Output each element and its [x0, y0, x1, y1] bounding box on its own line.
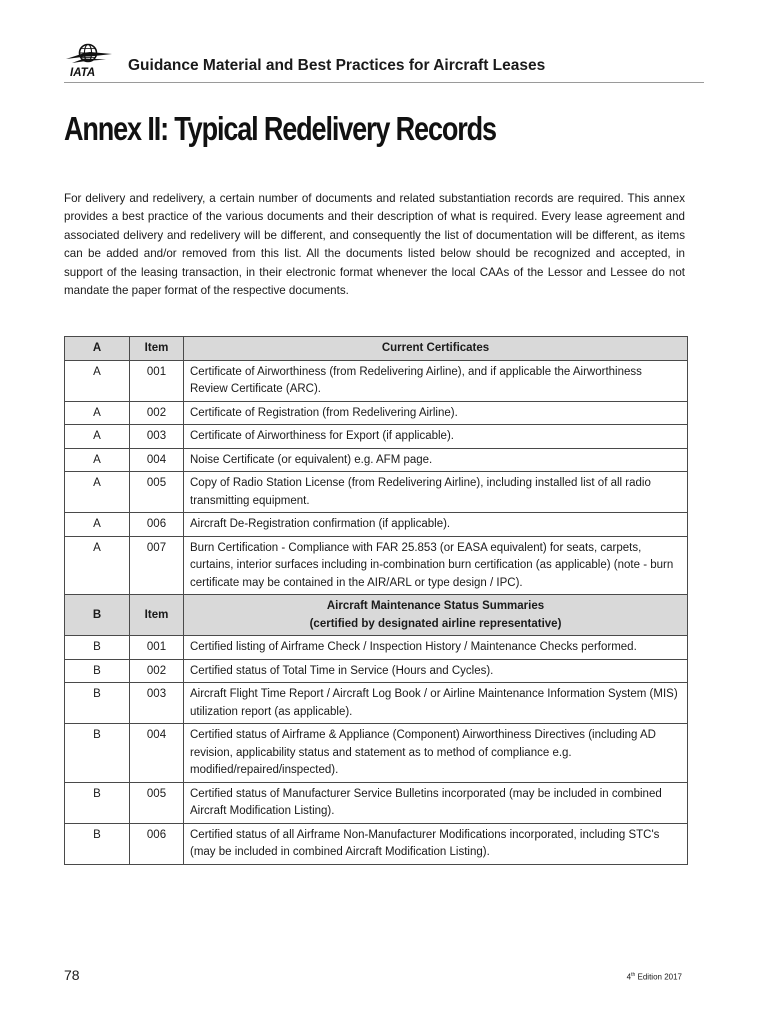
section-heading: [184, 337, 688, 361]
section-heading-line: Aircraft Maintenance Status Summaries: [326, 600, 545, 612]
document-title: Guidance Material and Best Practices for Aircraft Leases: [128, 57, 546, 74]
row-item-number: 001: [130, 360, 184, 401]
table-row: [65, 360, 688, 401]
table-row: [65, 513, 688, 537]
page-header: [64, 42, 704, 82]
row-section-letter: A: [65, 448, 130, 472]
row-description: Certificate of Registration (from Redelivering Airline).: [184, 401, 688, 425]
row-section-letter: B: [65, 659, 130, 683]
row-item-number: 004: [130, 724, 184, 783]
row-item-number: 006: [130, 513, 184, 537]
row-description: Certificate of Airworthiness for Export (if applicable).: [184, 425, 688, 449]
table-row: [65, 823, 688, 864]
table-row: [65, 448, 688, 472]
row-description: Certified status of Total Time in Service (Hours and Cycles).: [184, 659, 688, 683]
item-column-header: Item: [130, 595, 184, 636]
annex-title: Annex II: Typical Redelivery Records: [64, 110, 496, 147]
row-item-number: 005: [130, 472, 184, 513]
row-description: Certificate of Airworthiness (from Redelivering Airline), and if applicable the Airworthiness Review Certificate (ARC).: [184, 360, 688, 401]
logo-text: IATA: [70, 67, 96, 78]
row-item-number: 007: [130, 536, 184, 595]
row-item-number: 005: [130, 782, 184, 823]
row-description: Certified status of Manufacturer Service Bulletins incorporated (may be included in combined Aircraft Modification Listing).: [184, 782, 688, 823]
row-description: Certified listing of Airframe Check / Inspection History / Maintenance Checks performed.: [184, 636, 688, 660]
section-heading-line: Current Certificates: [381, 342, 490, 354]
row-item-number: 003: [130, 683, 184, 724]
edition-label: 4th Edition 2017: [626, 972, 682, 982]
row-section-letter: A: [65, 360, 130, 401]
redelivery-records-table: [64, 336, 688, 865]
section-heading-subline: (certified by designated airline representative): [309, 617, 562, 630]
row-section-letter: A: [65, 401, 130, 425]
row-item-number: 003: [130, 425, 184, 449]
section-letter-header: B: [65, 595, 130, 636]
row-item-number: 002: [130, 659, 184, 683]
page-number: 78: [64, 967, 80, 983]
row-item-number: 006: [130, 823, 184, 864]
table-row: [65, 683, 688, 724]
table-row: [65, 401, 688, 425]
row-section-letter: B: [65, 683, 130, 724]
row-description: Certified status of Airframe & Appliance (Component) Airworthiness Directives (including AD revision, applicability status and statement as to method of compliance e.g. modified/repaired/inspected).: [184, 724, 688, 783]
row-item-number: 004: [130, 448, 184, 472]
header-divider: [64, 82, 704, 83]
table-row: [65, 782, 688, 823]
table-row: [65, 636, 688, 660]
row-description: Copy of Radio Station License (from Redelivering Airline), including installed list of all radio transmitting equipment.: [184, 472, 688, 513]
row-item-number: 001: [130, 636, 184, 660]
row-section-letter: B: [65, 782, 130, 823]
item-column-header: Item: [130, 337, 184, 361]
intro-paragraph: For delivery and redelivery, a certain number of documents and related substantiation records are required. This annex provides a best practice of the various documents and their description of what is required. Every lease agreement and associated delivery and redelivery will be different, and consequently the list of documentation will be different, as items can be added and/or removed from this list. All the documents listed below should be recognized and accepted, in support of the leasing transaction, in their electronic format whenever the local CAAs of the Lessor and Lessee do not mandate the paper format of the respective documents.: [64, 192, 685, 298]
row-section-letter: B: [65, 823, 130, 864]
section-heading: [184, 595, 688, 636]
row-description: Burn Certification - Compliance with FAR 25.853 (or EASA equivalent) for seats, carpets, curtains, interior surfaces including in-combination burn certification (as applicable) (note - burn certificate may be contained in the AIR/ARL or type design / IPC).: [184, 536, 688, 595]
row-description: Aircraft Flight Time Report / Aircraft Log Book / or Airline Maintenance Information System (MIS) utilization report (as applicable).: [184, 683, 688, 724]
row-item-number: 002: [130, 401, 184, 425]
table-row: [65, 724, 688, 783]
section-header-row: [65, 595, 688, 636]
table-row: [65, 659, 688, 683]
row-section-letter: A: [65, 536, 130, 595]
row-section-letter: A: [65, 472, 130, 513]
row-description: Noise Certificate (or equivalent) e.g. AFM page.: [184, 448, 688, 472]
section-header-row: [65, 337, 688, 361]
table-row: [65, 425, 688, 449]
row-section-letter: B: [65, 636, 130, 660]
row-section-letter: A: [65, 513, 130, 537]
iata-logo-icon: [64, 42, 116, 78]
row-section-letter: B: [65, 724, 130, 783]
row-section-letter: A: [65, 425, 130, 449]
row-description: Certified status of all Airframe Non-Manufacturer Modifications incorporated, including STC's (may be included in combined Aircraft Modification Listing).: [184, 823, 688, 864]
table-row: [65, 536, 688, 595]
row-description: Aircraft De-Registration confirmation (if applicable).: [184, 513, 688, 537]
section-letter-header: A: [65, 337, 130, 361]
table-row: [65, 472, 688, 513]
